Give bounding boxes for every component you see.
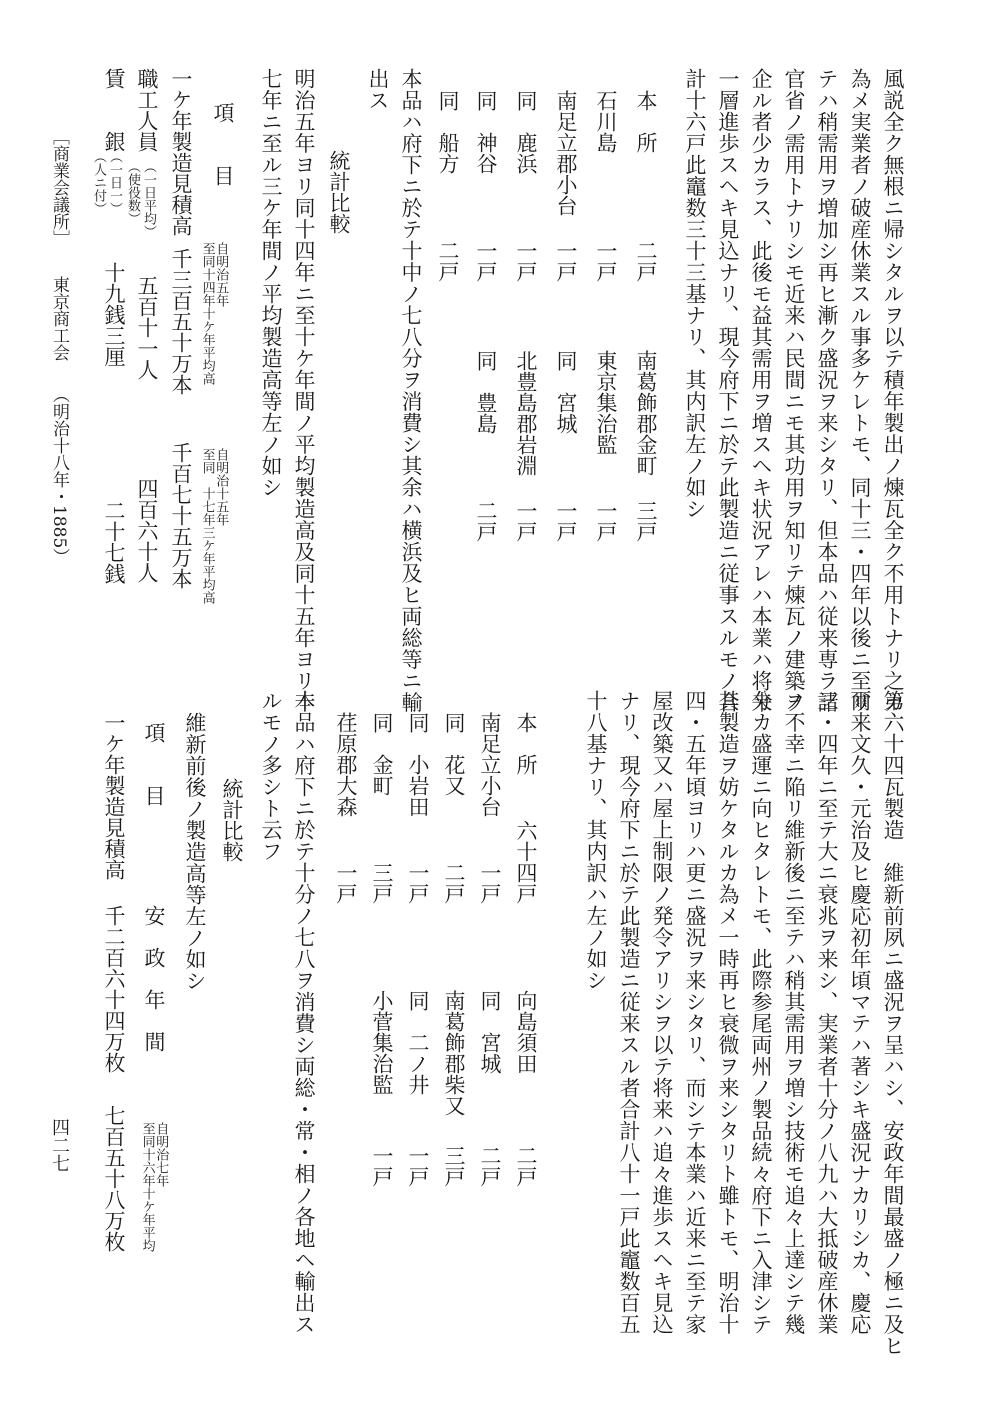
list-place: 石川島 [594,90,618,153]
table-cell: 千二百六十四万枚 [102,905,126,1073]
list-place: 南葛飾郡金町 [634,350,658,476]
list-place: 南足立郡小台 [554,90,578,216]
list-place: 同 宮城 [478,990,502,1074]
list-count: 二戸 [442,862,466,904]
text-line: 三・四年ニ至テ大ニ衰兆ヲ来シ、実業者十分ノ八九ハ大抵破産休業 [815,690,839,1335]
stats-heading: 統計比較 [220,778,244,862]
list-place: 南葛飾郡柴又 [442,990,466,1116]
table-row-note: （使役数） [125,160,140,225]
list-place: 同 豊島 [474,350,498,434]
note-line: 人ニ付 [91,163,106,202]
table-header-period: 自明治五年 至同十四年十ケ年平均高 [199,242,229,385]
text-line: 維新前後ノ製造高等左ノ如シ [183,712,207,992]
list-place: 同 花又 [442,712,466,796]
text-line: ルモノ多シト云フ [259,690,283,862]
text-line: 風説全ク無根ニ帰シタルヲ以テ積年製出ノ煉瓦全ク不用トナリ之カ [881,68,905,713]
list-place: 同 鹿浜 [514,90,538,174]
text-line: 其製造ヲ妨ケタルカ為メ一時再ヒ衰微ヲ来シタリト雖トモ、明治十 [716,690,740,1335]
table-cell: 五百十一人 [135,275,159,380]
list-count: 一戸 [334,862,358,904]
text-line: ノ不幸ニ陥リ維新後ニ至テハ稍其需用ヲ増シ技術モ追々上達シテ幾 [782,690,806,1335]
list-count: 三戸 [370,862,394,904]
footer-era: （明治十八年・1885） [49,386,69,566]
page-number: 四二七 [49,1118,70,1172]
table-header-item: 項 目 [142,722,166,806]
list-place: 本 所 [634,90,658,153]
footer-publisher: 東京商工会 [49,276,69,361]
text-line: 分カ盛運ニ向ヒタレトモ、此際参尾両州ノ製品続々府下ニ入津シテ [749,690,773,1335]
list-count: 六十四戸 [514,820,538,904]
table-cell: 七百五十八万枚 [102,1105,126,1252]
list-count: 一戸 [406,1145,430,1187]
table-header-item: 項 目 [211,102,235,186]
stats-heading: 統計比較 [327,150,351,234]
list-place: 同 金町 [370,712,394,796]
list-count: 三戸 [442,1145,466,1187]
text-line: 官省ノ需用トナリシモ近来ハ民間ニモ其功用ヲ知リテ煉瓦ノ建築ヲ [782,68,806,713]
list-count: 一戸 [594,240,618,282]
table-row-note: （人ニ付） [91,150,106,215]
table-row-note: （一日平均） [141,160,156,238]
text-line: 為メ実業者ノ破産休業スル事多ケレトモ、同十三・四年以後ニ至リ [848,68,872,713]
list-count: 一戸 [370,1145,394,1187]
list-count: 一戸 [514,240,538,282]
text-line: 企ル者少カラス、此後モ益其需用ヲ増スヘキ状況アレハ本業ハ将来 [749,68,773,713]
note-line: 使役数 [125,173,140,212]
text-line: 屋改築又ハ屋上制限ノ発令アリシヲ以テ将来ハ追々進歩スヘキ見込 [650,690,674,1335]
text-line: 出ス [366,68,390,111]
list-place: 同 船方 [436,90,460,174]
text-line: 一層進歩スヘキ見込ナリ、現今府下ニ於テ此製造ニ従事スルモノ合 [716,68,740,713]
table-row-label: 職工人員 [135,68,159,152]
list-count: 二戸 [478,1145,502,1187]
table-header-period: 自明治七年 至同十六年十ケ年平均 [139,1122,169,1252]
list-count: 二戸 [634,240,658,282]
table-cell: 二十七銭 [102,500,126,584]
list-count: 一戸 [474,240,498,282]
list-count: 一戸 [594,500,618,542]
list-count: 一戸 [478,862,502,904]
text-line: 本品ハ府下ニ於テ十分ノ七八ヲ消費シ両総・常・相ノ各地ヘ輸出ス [292,690,316,1335]
text-line: ナリ、現今府下ニ於テ此製造ニ従来スル者合計八十一戸此竈数百五 [617,690,641,1335]
text-line: 十八基ナリ、其内訳ハ左ノ如シ [584,690,608,991]
list-count: 一戸 [554,500,578,542]
text-line: 明治五年ヨリ同十四年ニ至十ケ年間ノ平均製造高及同十五年ヨリ十 [292,68,316,713]
table-cell: 四百六十人 [135,478,159,583]
text-line: 四・五年頃ヨリハ更ニ盛況ヲ来シタリ、而シテ本業ハ近来ニ至テ家 [683,690,707,1335]
list-place: 向島須田 [514,990,538,1074]
list-place: 東京集治監 [594,350,618,455]
list-count: 一戸 [514,500,538,542]
table-row-label: 一ケ年製造見積高 [169,68,193,236]
list-place: 荏原郡大森 [334,712,358,817]
note-line: 一日平均 [141,173,156,225]
list-place: 北豊島郡岩淵 [514,350,538,476]
table-row-label: 一ケ年製造見積高 [102,712,126,880]
text-line: 計十六戸此竈数三十三基ナリ、其内訳左ノ如シ [683,68,707,520]
table-header-period: 自明治十五年 至同 十七年三ケ年平均高 [199,448,229,604]
text-line: 七年ニ至ル三ケ年間ノ平均製造高等左ノ如シ [259,68,283,498]
list-count: 一戸 [554,240,578,282]
list-place: 南足立小台 [478,712,502,817]
table-row-note: （一日一） [107,150,122,215]
table-cell: 千百七十五万本 [169,442,193,589]
table-header-period: 安 政 年 間 [142,905,166,1052]
list-place: 同 宮城 [554,350,578,434]
list-count: 二戸 [514,1145,538,1187]
list-count: 二戸 [474,500,498,542]
list-count: 三戸 [634,500,658,542]
text-line: テハ稍需用ヲ増加シ再ヒ漸ク盛況ヲ来シタリ、但本品ハ従来専ラ諸 [815,68,839,713]
table-row-label: 賃 銀 [102,68,126,152]
list-place: 同 小岩田 [406,712,430,817]
text-line: 第六十四瓦製造 維新前夙ニ盛況ヲ呈ハシ、安政年間最盛ノ極ニ及ヒ [881,690,905,1357]
footer-source: ［商業会議所］ [49,128,69,247]
list-count: 二戸 [436,240,460,282]
list-place: 本 所 [514,712,538,775]
list-place: 小菅集治監 [370,990,394,1095]
table-cell: 十九銭三厘 [102,262,126,367]
text-line: 爾来文久・元治及ヒ慶応初年頃マテハ著シキ盛況ナカリシカ、慶応 [848,690,872,1335]
note-line: 一日一 [107,163,122,202]
list-place: 同 神谷 [474,90,498,174]
table-cell: 千三百五十万本 [169,248,193,395]
text-line: 本品ハ府下ニ於テ十中ノ七八分ヲ消費シ其余ハ横浜及ヒ両総等ニ輸 [399,68,423,713]
list-count: 一戸 [406,862,430,904]
list-place: 同 二ノ井 [406,990,430,1095]
